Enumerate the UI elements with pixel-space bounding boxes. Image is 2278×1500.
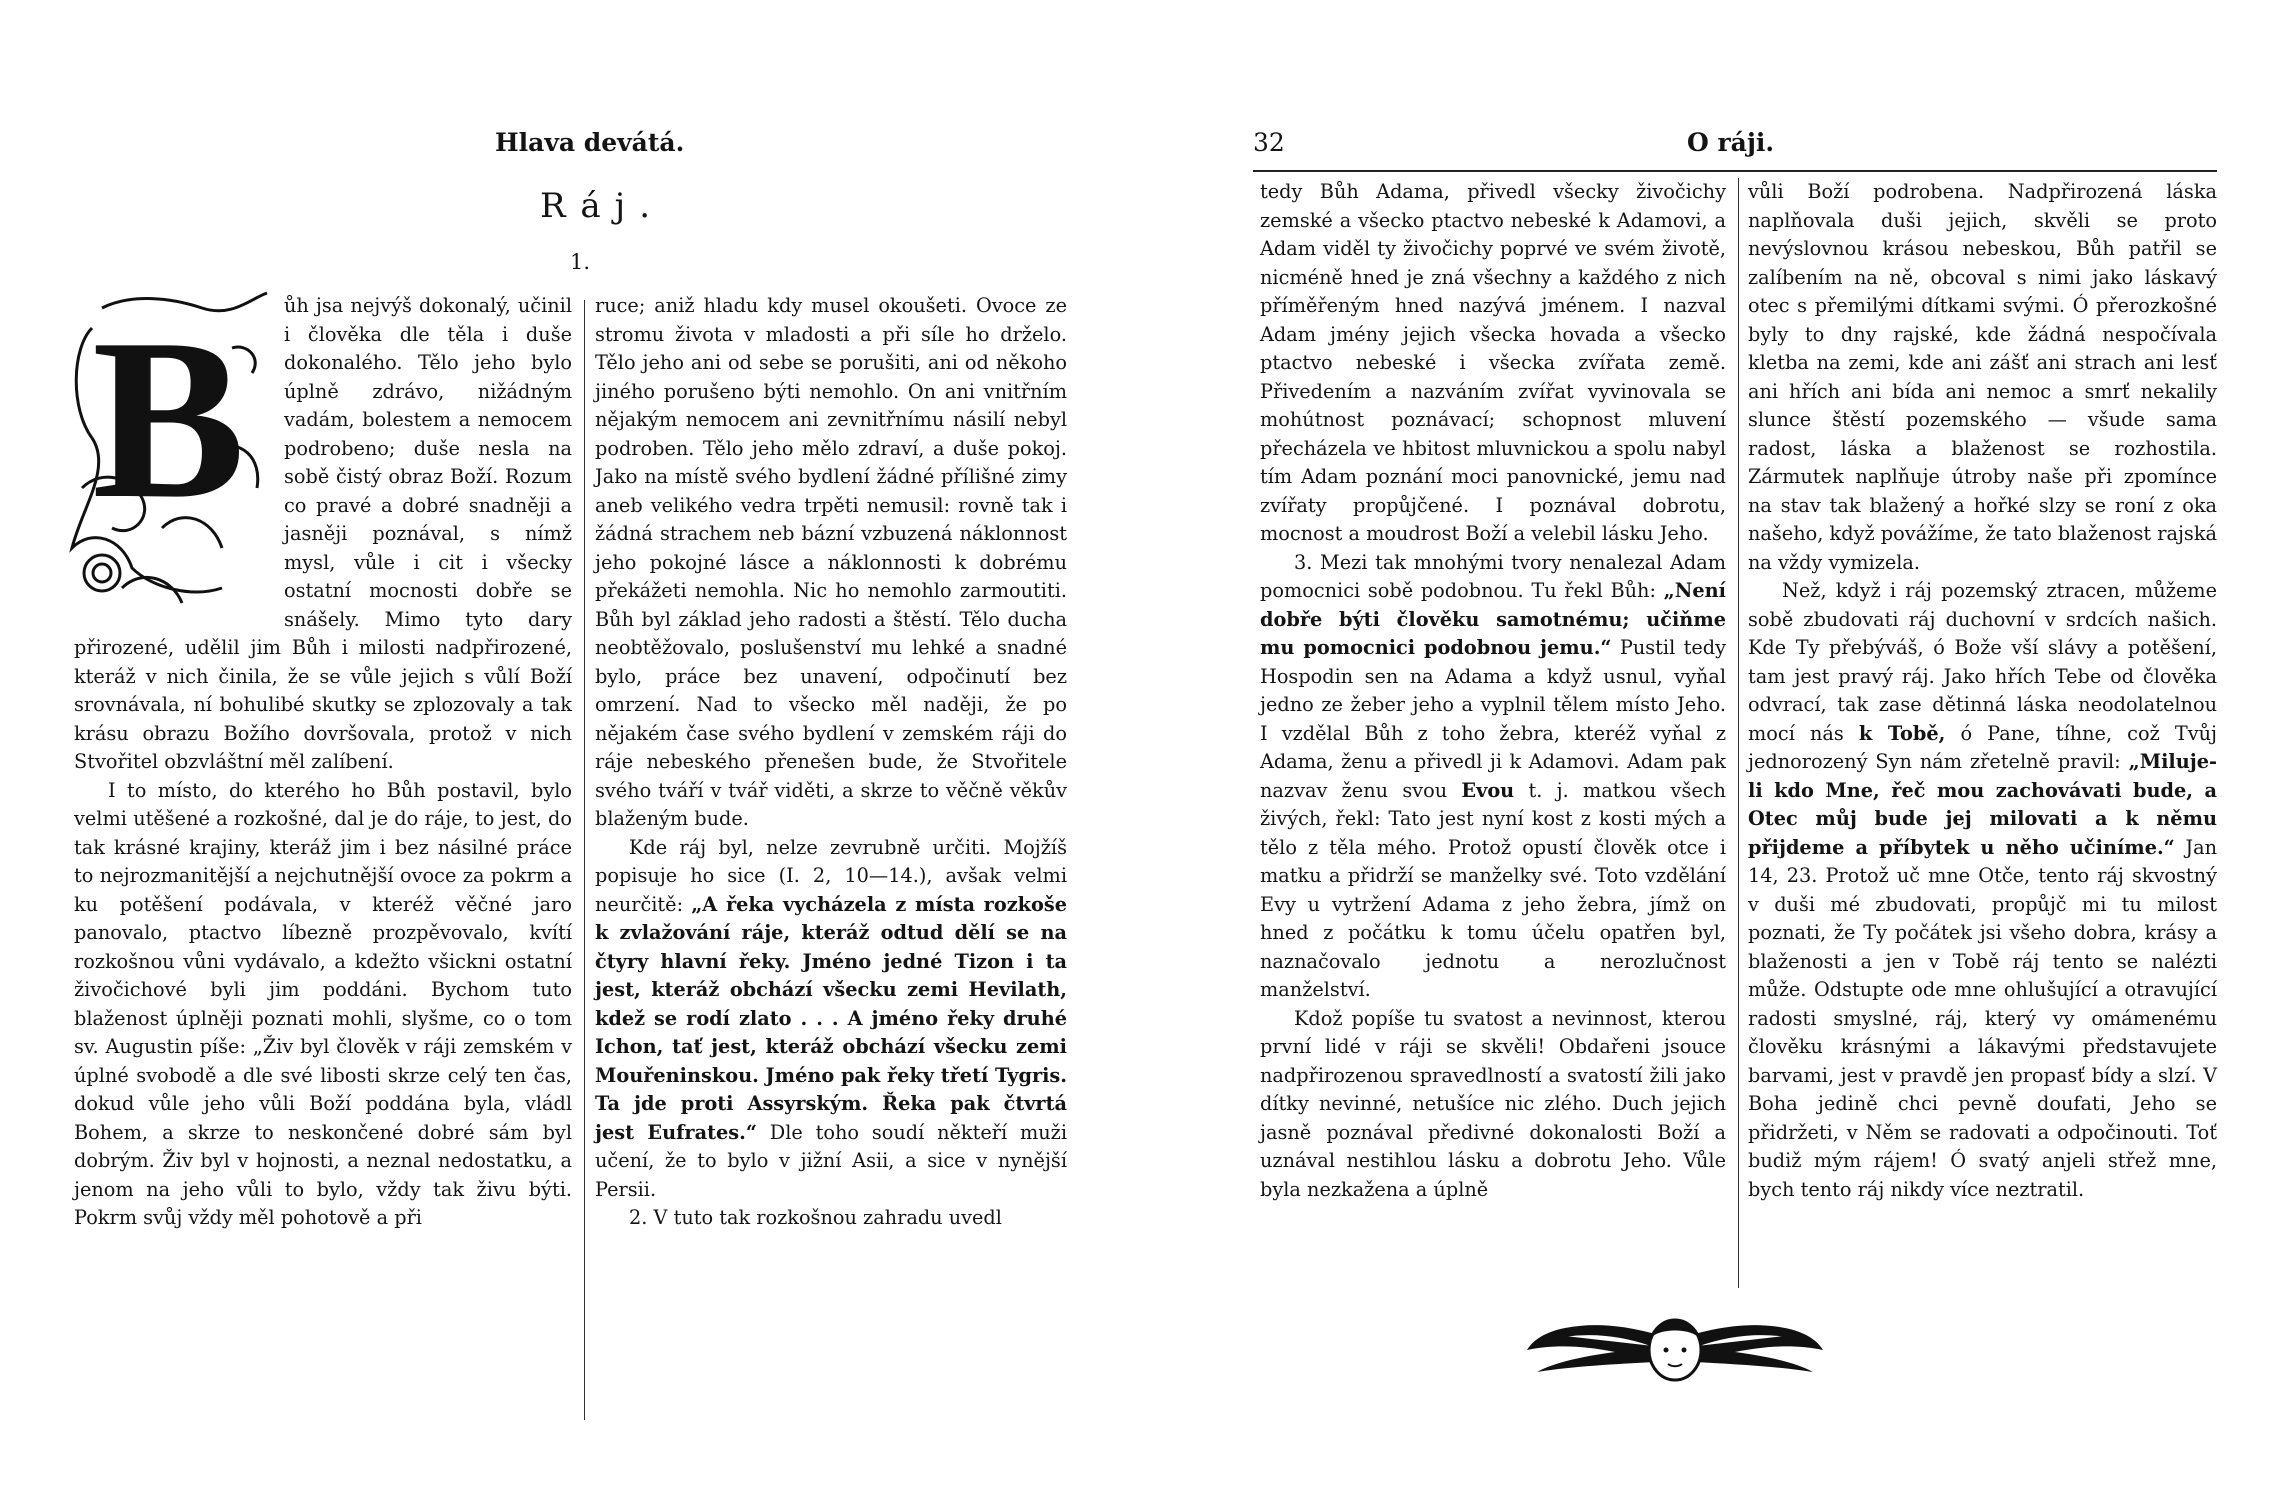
winged-angel-icon — [1525, 1300, 1825, 1400]
text-span: Dle toho soudí někteří muži učení, že to bylo v jižní Asii, a sice v nynější Persii. — [595, 1120, 1067, 1201]
drop-cap-letter: B — [92, 291, 246, 546]
chapter-subtitle: Ráj. — [540, 186, 664, 226]
bold-word: k Tobě, — [1858, 721, 1946, 745]
left-column-1 — [74, 292, 572, 1233]
right-column-1 — [1260, 178, 1726, 1204]
chapter-title: Hlava devátá. — [495, 128, 685, 157]
text-span: Pustil tedy Hospodin sen na Adama a když usnul, vyňal jedno ze žeber jeho a vyplnil tělem místo Jeho. I vzdělal Bůh z toho žebra, kteréž vyňal z Adama, ženu a přivedl ji k Adamovi. Adam pak nazvav ženu svou — [1260, 636, 1726, 802]
header-rule — [1253, 170, 2217, 172]
text-span: Kde ráj byl, nelze zevrubně určiti. Mojžíš popisuje ho sice (I. 2, 10—14.), avšak velmi neurčitě: — [595, 835, 1067, 916]
running-head: O ráji. — [1687, 128, 1775, 157]
bold-word: Evou — [1461, 778, 1515, 802]
paragraph: tedy Bůh Adama, přivedl všecky živočichy zemské a všecko ptactvo nebeské k Adamovi, a Adam viděl ty živočichy poprvé ve svém životě, nicméně hned je zná všechny a každého z nich příměřeným hned nazývá jménem. I nazval Adam jmény jejich všecka hovada a všecko ptactvo nebeské i všecka zvířata země. Přivedením a nazváním zvířat vyvinovala se mohútnost poznávací; schopnost mluvení přecházela ve hbitost mluvnickou a spolu nabyl tím Adam poznání moci panovnické, jemu nad zvířaty propůjčené. I poznával dobrotu, mocnost a moudrost Boží a velebil lásku Jeho. — [1260, 180, 1726, 545]
paragraph: ůh jsa nejvýš dokonalý, učinil i člověka dle těla i duše dokonalého. Tělo jeho bylo úplně zdrávo, nižádným vadám, bolestem a nemocem podrobeno; duše nesla na sobě čistý obraz Boží. Rozum co pravé a dobré snadněji a jasněji poznával, s nímž mysl, vůle i cit i všecky ostatní mocnosti dobře se snášely. Mimo tyto dary přirozené, udělil jim Bůh i milosti nadpřirozené, kteráž v nich činila, že se vůle jejich s vůlí Boží srovnávala, ní bohulibé skutky se zplozovaly a tak krásu obrazu Božího dovršovala, protož v nich Stvořitel obzvláštní měl zalíbení. — [74, 294, 572, 773]
floral-ornament-icon — [62, 288, 270, 618]
text-span: ó Pane, tíhne, což Tvůj jednorozený Syn nám zřetelně pravil: — [1748, 721, 2217, 773]
text-span: 3. Mezi tak mnohými tvory nenalezal Adam pomocnici sobě podobnou. Tu řekl Bůh: — [1260, 550, 1726, 602]
paragraph: Kdož popíše tu svatost a nevinnost, kterou první lidé v ráji se skvěli! Obdařeni jsouce nadpřirozenou spravedlností a svatostí žili jako dítky nevinné, netušíce nic zlého. Duch jejich jasně poznával předivné dokonalosti Boží a uznával nestihlou lásku a dobrotu Jeho. Vůle byla nezkažena a úplně — [1260, 1006, 1726, 1201]
paragraph — [1260, 549, 1726, 1005]
left-column-2 — [595, 292, 1067, 1233]
column-divider — [584, 300, 585, 1420]
bold-quote: „Není dobře býti člověku samotnému; učiňme mu pomocnici podobnou jemu.“ — [1260, 579, 1726, 659]
column-divider — [1738, 178, 1739, 1288]
right-column-2 — [1748, 178, 2217, 1204]
text-span: Jan 14, 23. Protož uč mne Otče, tento ráj skvostný v duši mé zbudovati, propůjč mi tu milost poznati, že Ty počátek jsi všeho dobra, krásy a blaženosti a jen v Tobě ráj tento se nalézti může. Odstupte ode mne ohlušující a otravující radosti smyslné, ráj, který vy omámenému člověku krásnými a lákavými představujete barvami, jest v pravdě jen propasť bídy a slzí. V Boha jedině chci pevně doufati, Jeho se přidržeti, v Něm se radovati a odpočinouti. Toť budiž mým rájem! Ó svatý anjeli střež mne, bych tento ráj nikdy více neztratil. — [1748, 835, 2217, 1201]
paragraph: ruce; aniž hladu kdy musel okoušeti. Ovoce ze stromu života v mladosti a při síle ho drželo. Tělo jeho ani od sebe se porušiti, ani od někoho jiného porušeno býti nemohlo. On ani vnitřním nějakým nemocem ani zevnitřnímu násilí nebyl podroben. Tělo jeho mělo zdraví, a duše pokoj. Jako na místě svého bydlení žádné přílišné zimy aneb velikého vedra trpěti nemusil: rovně tak i žádná strachem neb bázní vzbuzená náklonnost jeho pokojné lásce a náklonnosti k dobrému překážeti nemohla. Nic ho nemohlo zarmoutiti. Bůh byl základ jeho radosti a štěstí. Tělo ducha neobtěžovalo, poslušenství mu lehké a snadné bylo, práce bez unavení, odpočinutí bez omrzení. Nad to všecko měl naději, že po nějakém čase svého bydlení v zemském ráji do ráje nebeského přenešen bude, že Stvořitele svého tváří v tvář viděti, a skrze to věčně věkův blaženým bude. — [595, 294, 1067, 830]
bold-quote: „Miluje-li kdo Mne, řeč mou zachovávati bude, a Otec můj bude jej milovati a k němu přijdeme a příbytek u něho učiníme.“ — [1748, 750, 2217, 859]
page-number: 32 — [1253, 128, 1285, 157]
paragraph: 2. V tuto tak rozkošnou zahradu uvedl — [629, 1206, 1002, 1229]
ornamental-drop-cap — [62, 288, 270, 618]
paragraph: vůli Boží podrobena. Nadpřirozená láska naplňovala duši jejich, skvěli se proto nevýslovnou krásou nebeskou, Bůh patřil se zalíbením na ně, obcoval s nimi jako láskavý otec s přemilými dítkami svými. Ó přerozkošné byly to dny rajské, kde žádná nespočívala kletba na zemi, kde ani zášť ani strach ani lesť ani hřích ani bída ani nemoc a smrť nekalily slunce štěstí pozemského — všude sama radost, láska a blaženost se rozhostila. Zármutek naplňuje útroby naše při zpomínce na stav tak blažený a hořké slzy se roní z oka našeho, když povážíme, že tato blaženost rajská na vždy vymizela. — [1748, 180, 2217, 574]
text-span: Než, když i ráj pozemský ztracen, můžeme sobě zbudovati ráj duchovní v srdcích našich. Kde Ty přebýváš, ó Bože vší slávy a potěšení, tam jest pravý ráj. Jako hřích Tebe od člověka odvrací, tak zase dětinná láska neodolatelnou mocí nás — [1748, 579, 2217, 745]
text-span: t. j. matkou všech živých, řekl: Tato jest nyní kost z kosti mých a tělo z těla mého. Protož opustí člověk otce i matku a přidrží se manželky své. Toto vzdělání Evy u vytržení Adama z jeho žebra, jímž on hned z počátku k tomu účelu opatřen byl, naznačovalo jednotu a nerozlučnost manželství. — [1260, 778, 1726, 1001]
section-number: 1. — [570, 250, 591, 274]
angel-ornament — [1525, 1300, 1825, 1404]
paragraph: I to místo, do kterého ho Bůh postavil, bylo velmi utěšené a rozkošné, dal je do ráje, to jest, do tak krásné krajiny, kteráž jim i bez násilné práce to nejrozmanitější a nejchutnější ovoce za pokrm a ku potěšení podávala, v kteréž věčné jaro panovalo, ptactvo líbezně prozpěvovalo, kvítí rozkošnou vůni vydávalo, a kdežto všickni ostatní živočichové byli jim poddáni. Bychom tuto blaženost úplněji poznati mohli, slyšme, co o tom sv. Augustin píše: „Živ byl člověk v ráji zemském v úplné svobodě a dle své libosti skrze celý ten čas, dokud vůle jeho vůli Boží poddána byla, vládl Bohem, a skrze to neskončené dobré sám byl dobrým. Živ byl v hojnosti, a neznal nedostatku, a jenom na jeho vůli to bylo, vždy tak živu býti. Pokrm svůj vždy měl pohotově a při — [74, 778, 572, 1229]
paragraph — [1748, 577, 2217, 1204]
bold-quote: „A řeka vycházela z místa rozkoše k zvlažování ráje, kteráž odtud dělí se na čtyry hlavní řeky. Jméno jedné Tizon i ta jest, kteráž obchází všecku zemi Hevilath, kdež se rodí zlato . . . A jméno řeky druhé Ichon, tať jest, kteráž obchází všecku zemi Mouřeninskou. Jméno pak řeky třetí Tygris. Ta jde proti Assyrským. Řeka pak čtvrtá jest Eufrates.“ — [595, 892, 1067, 1144]
paragraph — [595, 834, 1067, 1205]
right-page — [1139, 0, 2278, 1500]
